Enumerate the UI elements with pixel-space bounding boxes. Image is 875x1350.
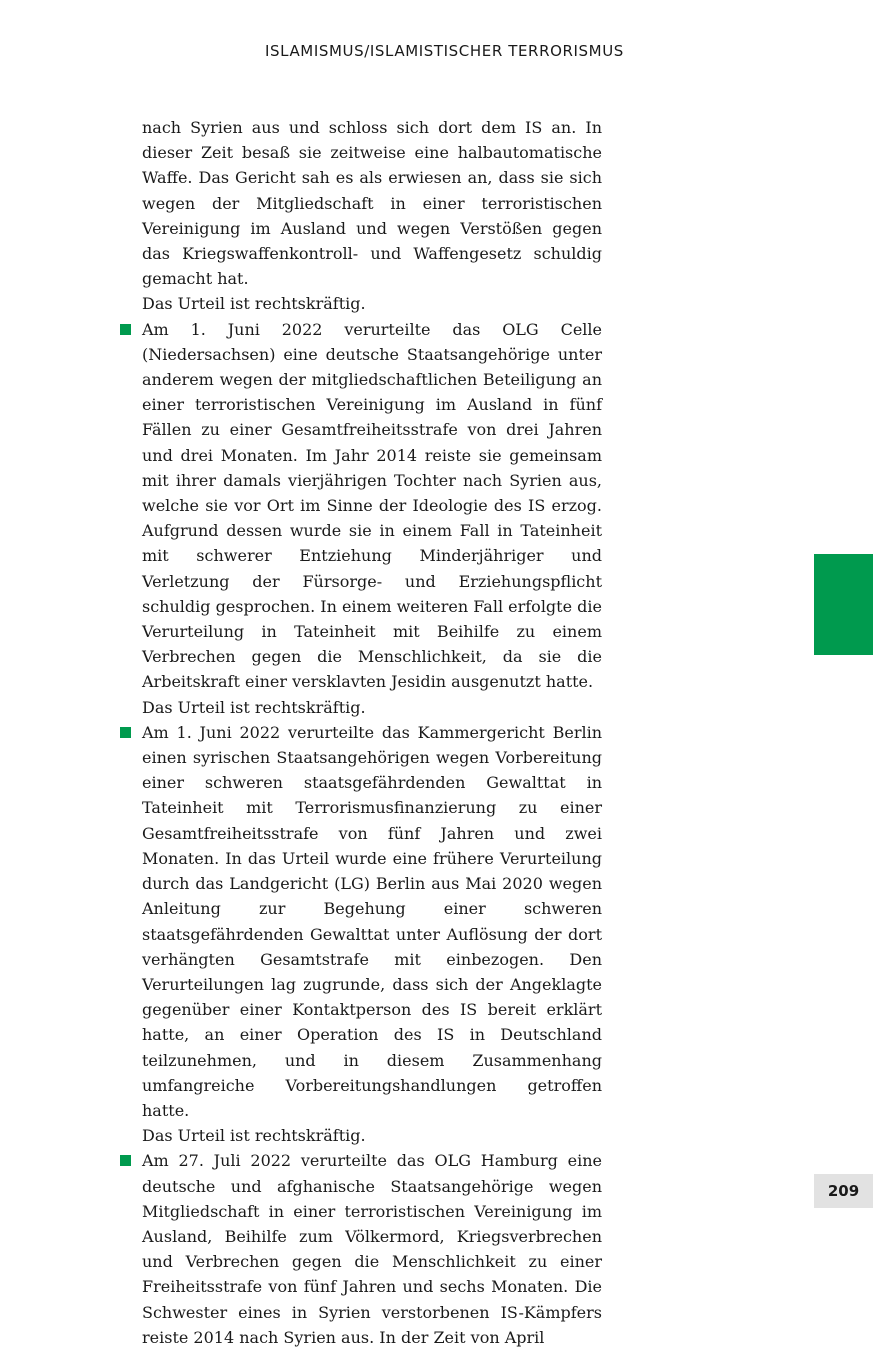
list-item-text: Am 27. Juli 2022 verurteilte das OLG Hamburg eine deutsche und afghanische Staatsangehörige wegen Mitgliedschaft in einer terroristischen Vereinigung im Ausland, Beihilfe zum Völkermord, Kriegsverbrechen und Verbrechen gegen die Menschlichkeit zu einer Freiheitsstrafe von fünf Jahren und sechs Monaten. Die Schwester eines in Syrien verstorbenen IS-Kämpfers reiste 2014 nach Syrien aus. In der Zeit von April (142, 1151, 602, 1347)
list-item (142, 720, 602, 1148)
chapter-tab-marker (814, 554, 873, 655)
continuation-paragraph: nach Syrien aus und schloss sich dort dem IS an. In dieser Zeit besaß sie zeitweise eine halbautomatische Waffe. Das Gericht sah es als erwiesen an, dass sie sich wegen der Mitgliedschaft in einer terroristischen Vereinigung im Ausland und wegen Verstößen gegen das Kriegswaffenkontroll- und Waffengesetz schuldig gemacht hat. (142, 118, 602, 289)
square-bullet-icon (120, 1155, 131, 1166)
list-item (142, 1148, 602, 1350)
verdict-note: Das Urteil ist rechtskräftig. (142, 294, 366, 314)
list-item-text: Am 1. Juni 2022 verurteilte das Kammergericht Berlin einen syrischen Staatsangehörigen wegen Vorbereitung einer schweren staatsgefährdenden Gewalttat in Tateinheit mit Terrorismusfinanzierung zu einer Gesamtfreiheitsstrafe von fünf Jahren und zwei Monaten. In das Urteil wurde eine frühere Verurteilung durch das Landgericht (LG) Berlin aus Mai 2020 wegen Anleitung zur Begehung einer schweren staatsgefährdenden Gewalttat unter Auflösung der dort verhängten Gesamtstrafe mit einbezogen. Den Verurteilungen lag zugrunde, dass sich der Angeklagte gegenüber einer Kontaktperson des IS bereit erklärt hatte, an einer Operation des IS in Deutschland teilzunehmen, und in diesem Zusammenhang umfangreiche Vorbereitungshandlungen getroffen hatte. (142, 722, 602, 1120)
square-bullet-icon (120, 324, 131, 335)
verdict-note: Das Urteil ist rechtskräftig. (142, 697, 366, 717)
running-header-title: ISLAMISMUS/ISLAMISTISCHER TERRORISMUS (265, 42, 624, 60)
list-item-text: Am 1. Juni 2022 verurteilte das OLG Celle (Niedersachsen) eine deutsche Staatsangehörige unter anderem wegen der mitgliedschaftlichen Beteiligung an einer terroristischen Vereinigung im Ausland in fünf Fällen zu einer Gesamtfreiheitsstrafe von drei Jahren und drei Monaten. Im Jahr 2014 reiste sie gemeinsam mit ihrer damals vierjährigen Tochter nach Syrien aus, welche sie vor Ort im Sinne der Ideologie des IS erzog. Aufgrund dessen wurde sie in einem Fall in Tateinheit mit schwerer Entziehung Minderjähriger und Verletzung der Fürsorge- und Erziehungspflicht schuldig gesprochen. In einem weiteren Fall erfolgte die Verurteilung in Tateinheit mit Beihilfe zu einem Verbrechen gegen die Menschlichkeit, da sie die Arbeitskraft einer versklavten Jesidin ausgenutzt hatte. (142, 319, 602, 692)
verdict-note: Das Urteil ist rechtskräftig. (142, 1126, 366, 1146)
list-item (142, 317, 602, 720)
page-number: 209 (814, 1174, 873, 1208)
main-text (142, 115, 602, 1350)
square-bullet-icon (120, 727, 131, 738)
